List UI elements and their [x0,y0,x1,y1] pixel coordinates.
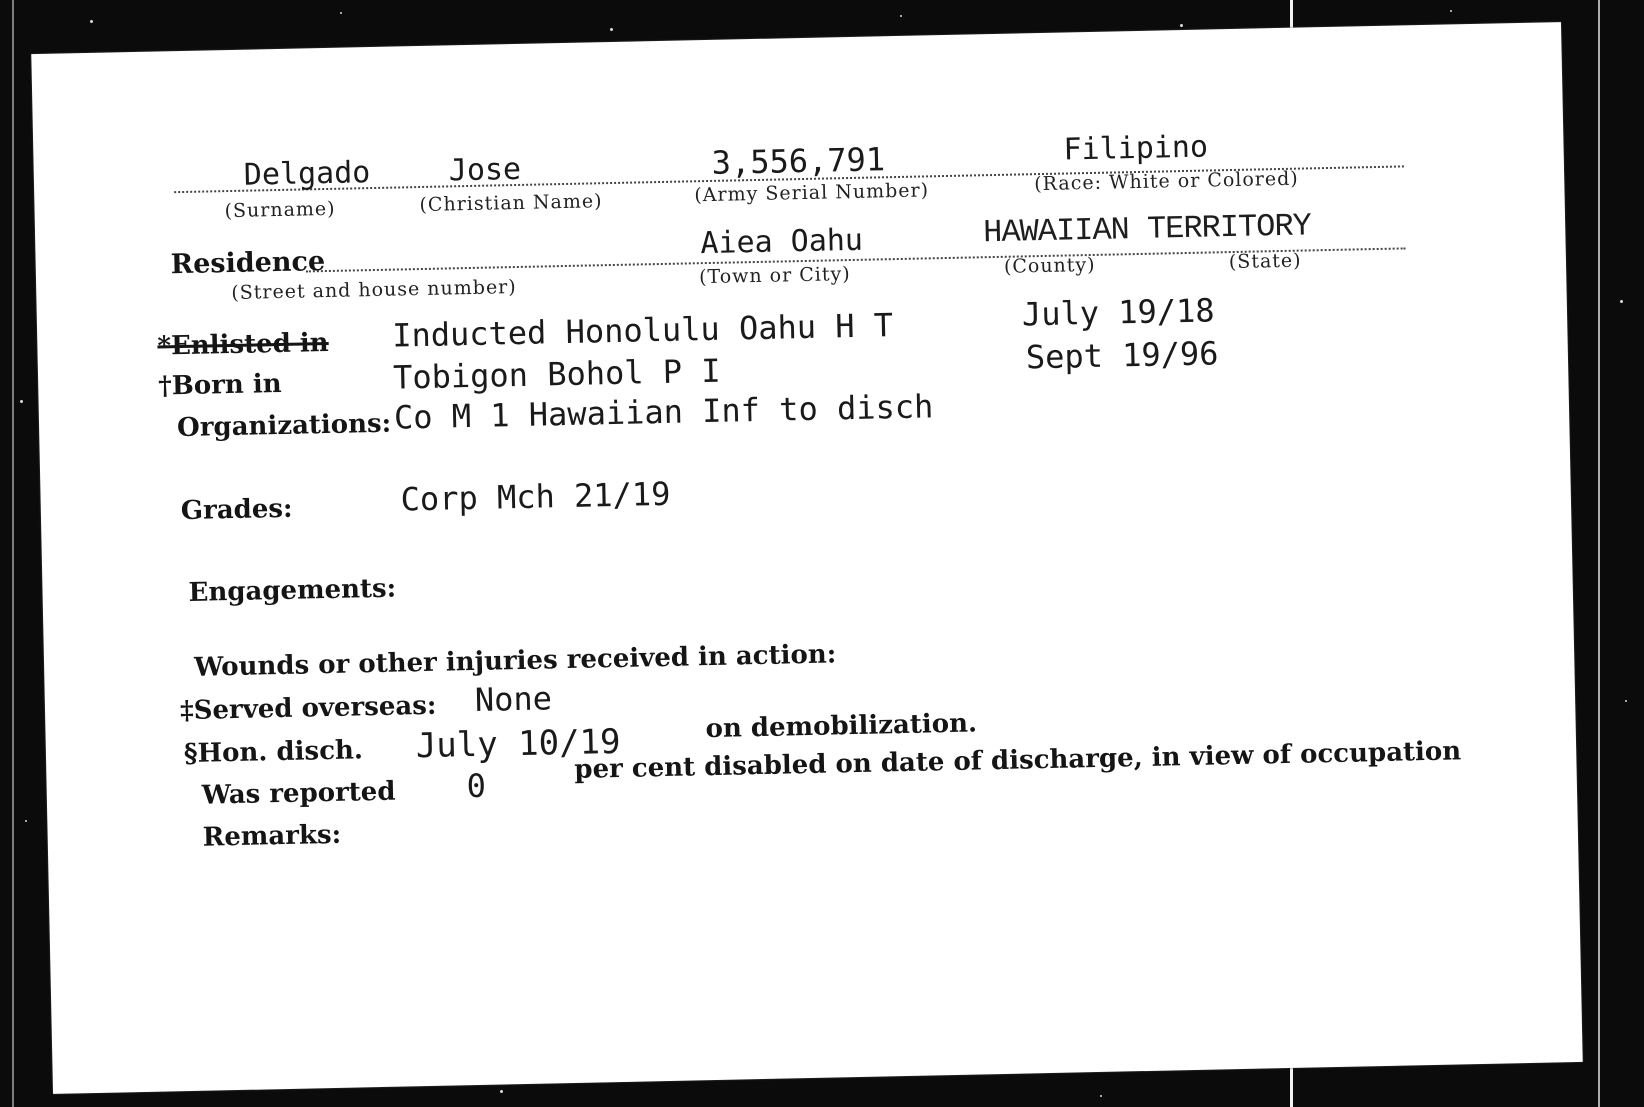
residence-state-value: HAWAIIAN TERRITORY [982,207,1312,252]
hon-disch-label: §Hon. disch. [183,735,364,770]
grades-value: Corp Mch 21/19 [400,474,671,519]
residence-label: Residence [170,246,326,281]
state-caption: (State) [1228,249,1302,274]
race-value: Filipino [1063,129,1209,168]
frame-edge-line [1598,0,1600,1107]
wounds-label: Wounds or other injuries received in action: [193,639,837,683]
served-overseas-label: ‡Served overseas: [179,690,437,727]
organizations-label: Organizations: [176,408,392,444]
enlisted-value: Inducted Honolulu Oahu H T [391,306,894,355]
serial-number-caption: (Army Serial Number) [694,179,930,207]
frame-edge-line [12,0,14,1107]
disability-label: Was reported [201,776,396,811]
serial-number-value: 3,556,791 [711,140,886,182]
hon-disch-suffix: on demobilization. [705,708,978,745]
surname-caption: (Surname) [224,197,336,223]
grades-label: Grades: [180,493,293,527]
christian-name-caption: (Christian Name) [419,190,603,217]
born-value: Tobigon Bohol P I [392,351,721,397]
residence-town-value: Aiea Oahu [700,222,864,262]
county-caption: (County) [1003,253,1096,278]
organizations-value: Co M 1 Hawaiian Inf to disch [393,387,934,437]
served-overseas-value: None [474,679,553,719]
race-caption: (Race: White or Colored) [1033,167,1299,196]
christian-name-value: Jose [448,151,522,189]
enlisted-label: *Enlisted in [157,327,329,362]
town-caption: (Town or City) [698,263,851,289]
surname-value: Delgado [243,155,371,193]
enlisted-date: July 19/18 [1021,291,1215,334]
street-caption: (Street and house number) [231,276,517,304]
born-label: †Born in [157,368,282,402]
hon-disch-date: July 10/19 [415,721,621,767]
remarks-label: Remarks: [202,819,342,853]
engagements-label: Engagements: [188,573,397,608]
born-date: Sept 19/96 [1025,334,1219,377]
disability-value: 0 [466,766,487,806]
disability-suffix: per cent disabled on date of discharge, in view of occupation [574,736,1462,785]
service-record-card [31,22,1582,1094]
